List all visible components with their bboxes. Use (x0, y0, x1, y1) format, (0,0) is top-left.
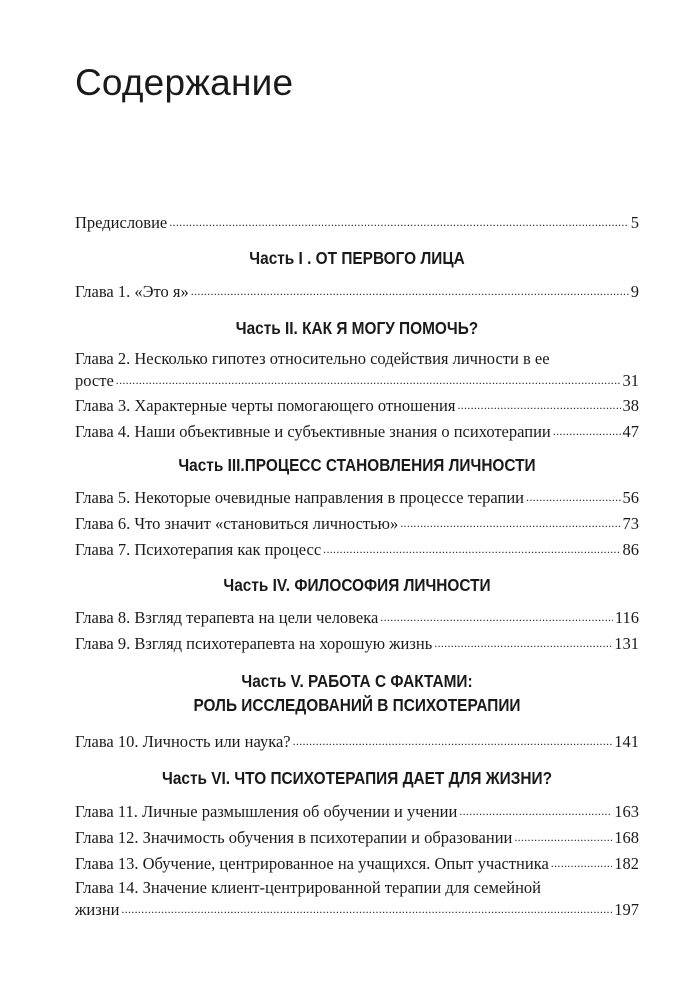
toc-entry-title: жизни (75, 900, 120, 919)
toc-entry-page: 168 (614, 828, 639, 847)
toc-entry-title: росте (75, 371, 114, 390)
toc-entry-page: 31 (622, 371, 639, 390)
toc-entry-page: 38 (622, 396, 639, 415)
toc-entry-chapter-11[interactable] (75, 799, 639, 825)
dot-leader (459, 797, 612, 824)
toc-entry-page: 5 (630, 213, 639, 232)
table-of-contents (75, 210, 639, 922)
dot-leader (191, 277, 629, 304)
toc-entry-title: Глава 3. Характерные черты помогающего отношения (75, 396, 456, 415)
dot-leader (121, 897, 612, 920)
part-heading-6: Часть VI. ЧТО ПСИХОТЕРАПИЯ ДАЕТ ДЛЯ ЖИЗНИ? (162, 768, 552, 788)
part-heading-3: Часть III.ПРОЦЕСС СТАНОВЛЕНИЯ ЛИЧНОСТИ (178, 455, 536, 475)
dot-leader (434, 629, 612, 656)
toc-entry-title: Глава 10. Личность или наука? (75, 732, 291, 751)
toc-entry-page: 141 (614, 732, 639, 751)
toc-entry-chapter-1[interactable] (75, 279, 639, 305)
toc-entry-title-line1: Глава 2. Несколько гипотез относительно содействия личности в ее (75, 349, 550, 368)
toc-entry-title: Глава 4. Наши объективные и субъективные знания о психотерапии (75, 422, 551, 441)
toc-entry-title: Глава 6. Что значит «становиться личностью» (75, 514, 399, 533)
dot-leader (553, 417, 621, 444)
toc-entry-page: 131 (614, 634, 639, 653)
toc-entry-chapter-13[interactable] (75, 851, 639, 877)
dot-leader (400, 509, 620, 536)
dot-leader (169, 208, 629, 235)
toc-entry-page: 9 (630, 282, 639, 301)
toc-entry-page: 56 (622, 488, 639, 507)
toc-entry-chapter-10[interactable] (75, 729, 639, 755)
toc-entry-chapter-14[interactable] (75, 877, 639, 922)
toc-entry-page: 197 (614, 900, 639, 919)
toc-entry-preface[interactable] (75, 210, 639, 236)
toc-entry-title-line1: Глава 14. Значение клиент-центрированной терапии для семейной (75, 878, 541, 897)
toc-entry-page: 116 (614, 608, 639, 627)
toc-entry-page: 163 (614, 802, 639, 821)
toc-entry-page: 73 (622, 514, 639, 533)
part-heading-5-line2: РОЛЬ ИССЛЕДОВАНИЙ В ПСИХОТЕРАПИИ (193, 695, 521, 715)
toc-entry-chapter-3[interactable] (75, 393, 639, 419)
dot-leader (380, 603, 613, 630)
dot-leader (514, 823, 612, 850)
toc-entry-chapter-2[interactable] (75, 348, 639, 393)
toc-entry-title: Глава 1. «Это я» (75, 282, 189, 301)
toc-entry-chapter-7[interactable] (75, 537, 639, 563)
dot-leader (323, 535, 620, 562)
page-title: Содержание (75, 62, 294, 103)
dot-leader (116, 368, 621, 391)
toc-entry-page: 86 (622, 540, 639, 559)
dot-leader (457, 391, 620, 418)
toc-entry-title: Глава 11. Личные размышления об обучении и учении (75, 802, 458, 821)
toc-entry-title: Глава 12. Значимость обучения в психотерапии и образовании (75, 828, 513, 847)
toc-entry-chapter-9[interactable] (75, 631, 639, 657)
toc-entry-chapter-12[interactable] (75, 825, 639, 851)
dot-leader (551, 849, 612, 876)
toc-entry-title: Глава 9. Взгляд психотерапевта на хорошую жизнь (75, 634, 433, 653)
toc-entry-chapter-5[interactable] (75, 485, 639, 511)
toc-entry-title: Глава 13. Обучение, центрированное на учащихся. Опыт участника (75, 854, 549, 873)
toc-entry-title: Предисловие (75, 213, 168, 232)
toc-entry-title: Глава 8. Взгляд терапевта на цели человека (75, 608, 379, 627)
toc-entry-chapter-8[interactable] (75, 605, 639, 631)
part-heading-2: Часть II. КАК Я МОГУ ПОМОЧЬ? (235, 318, 479, 338)
toc-entry-title: Глава 5. Некоторые очевидные направления в процессе терапии (75, 488, 525, 507)
part-heading-4: Часть IV. ФИЛОСОФИЯ ЛИЧНОСТИ (223, 575, 491, 595)
part-heading-1: Часть I . ОТ ПЕРВОГО ЛИЦА (249, 248, 465, 268)
toc-entry-title: Глава 7. Психотерапия как процесс (75, 540, 322, 559)
toc-entry-page: 182 (614, 854, 639, 873)
toc-entry-chapter-4[interactable] (75, 419, 639, 445)
toc-entry-chapter-6[interactable] (75, 511, 639, 537)
dot-leader (526, 483, 620, 510)
part-heading-5-line1: Часть V. РАБОТА С ФАКТАМИ: (241, 671, 473, 691)
dot-leader (293, 727, 613, 754)
toc-entry-page: 47 (622, 422, 639, 441)
